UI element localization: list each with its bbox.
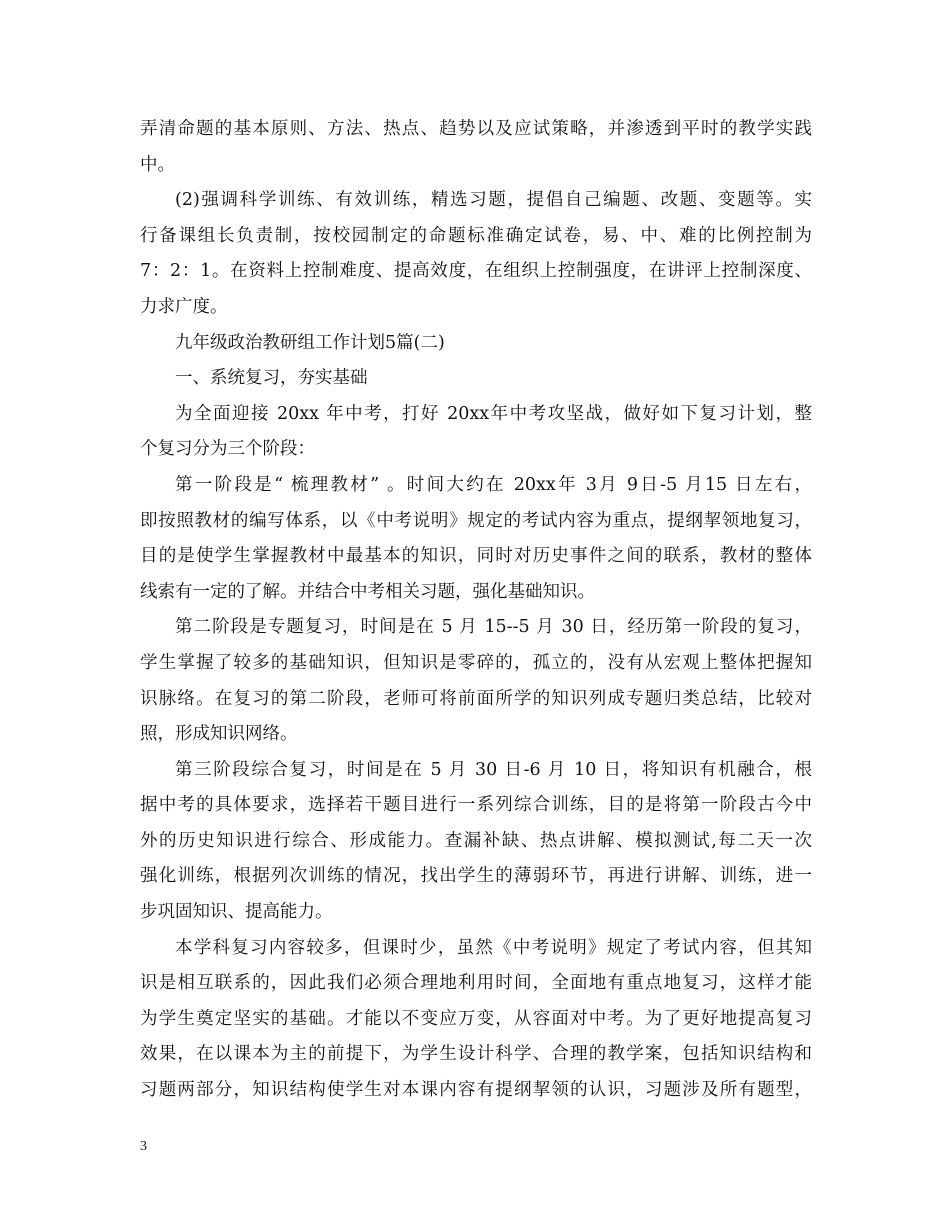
- section-title: [140, 326, 812, 362]
- paragraph-summary: [140, 931, 812, 1109]
- text-line: 线索有一定的了解。并结合中考相关习题，强化基础知识。: [140, 581, 595, 602]
- paragraph-1: [140, 112, 812, 183]
- text-line: 行备课组长负责制，按校园制定的命题标准确定试卷，易、中、难的比例控制为: [140, 225, 812, 246]
- text-line: 中。: [140, 154, 175, 175]
- text-line: 个复习分为三个阶段：: [140, 439, 315, 460]
- text-line: 第二阶段是专题复习，时间是在 5 月 15--5 月 30 日，经历第一阶段的复习，: [175, 617, 812, 638]
- text-line: 一、系统复习，夯实基础: [175, 368, 368, 389]
- text-line: 为全面迎接 20xx 年中考，打好 20xx年中考攻坚战，做好如下复习计划，整: [175, 403, 812, 424]
- text-line: 7：2：1。在资料上控制难度、提高效度，在组织上控制强度，在讲评上控制深度、: [140, 261, 812, 282]
- text-line: (2)强调科学训练、有效训练，精选习题，提倡自己编题、改题、变题等。实: [175, 190, 812, 211]
- text-line: 效果，在以课本为主的前提下，为学生设计科学、合理的教学案，包括知识结构和: [140, 1044, 812, 1065]
- page-number: 3: [140, 1139, 147, 1154]
- text-line: 识是相互联系的，因此我们必须合理地利用时间，全面地有重点地复习，这样才能: [140, 973, 812, 994]
- text-line: 据中考的具体要求，选择若干题目进行一系列综合训练，目的是将第一阶段古今中: [140, 795, 812, 816]
- text-line: 本学科复习内容较多，但课时少，虽然《中考说明》规定了考试内容，但其知: [175, 937, 812, 958]
- text-line: 学生掌握了较多的基础知识，但知识是零碎的，孤立的，没有从宏观上整体把握知: [140, 652, 812, 673]
- text-line: 习题两部分，知识结构使学生对本课内容有提纲挈领的认识，习题涉及所有题型，: [140, 1080, 812, 1101]
- text-line: 照，形成知识网络。: [140, 724, 298, 745]
- text-line: 识脉络。在复习的第二阶段，老师可将前面所学的知识列成专题归类总结，比较对: [140, 688, 812, 709]
- paragraph-stage-3: [140, 753, 812, 931]
- text-line: 第三阶段综合复习，时间是在 5 月 30 日-6 月 10 日，将知识有机融合，根: [175, 759, 812, 780]
- text-line: 第一阶段是“ 梳理教材” 。时间大约在 20xx年 3月 9日-5 月15 日左右，: [175, 474, 812, 495]
- text-line: 为学生奠定坚实的基础。才能以不变应万变，从容面对中考。为了更好地提高复习: [140, 1008, 812, 1029]
- text-line: 步巩固知识、提高能力。: [140, 902, 333, 923]
- text-line: 强化训练，根据列次训练的情况，找出学生的薄弱环节，再进行讲解、训练，进一: [140, 866, 812, 887]
- text-line: 力求广度。: [140, 296, 228, 317]
- text-line: 弄清命题的基本原则、方法、热点、趋势以及应试策略，并渗透到平时的教学实践: [140, 119, 812, 139]
- text-line: 即按照教材的编写体系，以《中考说明》规定的考试内容为重点，提纲挈领地复习，: [140, 510, 812, 531]
- section-heading: [140, 361, 812, 397]
- paragraph-2: [140, 183, 812, 325]
- paragraph-stage-2: [140, 610, 812, 752]
- paragraph-stage-1: [140, 468, 812, 610]
- text-line: 九年级政治教研组工作计划5篇(二): [175, 332, 445, 353]
- document-body: [140, 112, 812, 1109]
- text-line: 外的历史知识进行综合、形成能力。查漏补缺、热点讲解、模拟测试,每二天一次: [140, 830, 812, 851]
- paragraph-intro: [140, 397, 812, 468]
- text-line: 目的是使学生掌握教材中最基本的知识，同时对历史事件之间的联系，教材的整体: [140, 546, 812, 567]
